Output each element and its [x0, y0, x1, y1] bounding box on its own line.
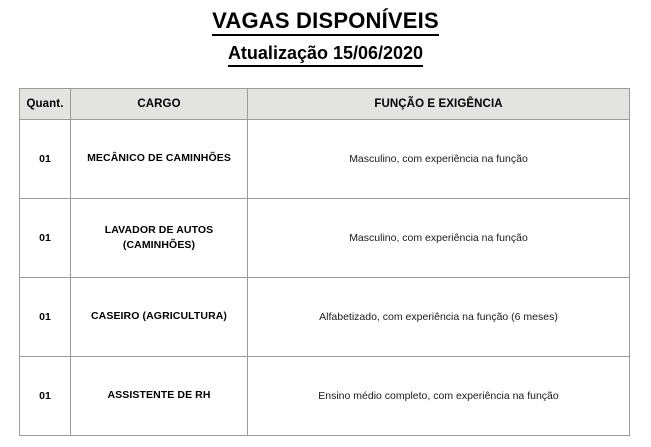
cell-cargo	[71, 278, 248, 357]
cell-cargo	[71, 199, 248, 278]
cell-funcao: Masculino, com experiência na função	[248, 120, 630, 199]
table-row	[20, 357, 630, 436]
document-heading	[0, 0, 651, 67]
cargo-line: LAVADOR DE AUTOS	[104, 223, 214, 236]
cargo-line: MECÂNICO DE CAMINHÕES	[87, 152, 231, 165]
cell-quantidade: 01	[20, 199, 71, 278]
page-subtitle-text: Atualização 15/06/2020	[228, 44, 423, 67]
vacancies-table	[19, 88, 630, 436]
cargo-line: (CAMINHÕES)	[122, 239, 196, 251]
cell-funcao: Ensino médio completo, com experiência na função	[248, 357, 630, 436]
cell-quantidade: 01	[20, 120, 71, 199]
page-subtitle	[0, 36, 651, 67]
table-header	[20, 89, 630, 120]
cell-funcao: Masculino, com experiência na função	[248, 199, 630, 278]
cell-cargo	[71, 357, 248, 436]
cell-quantidade: 01	[20, 357, 71, 436]
table-row	[20, 120, 630, 199]
column-header-funcao: FUNÇÃO E EXIGÊNCIA	[248, 89, 630, 120]
cell-cargo	[71, 120, 248, 199]
table-body	[20, 120, 630, 436]
page-title-text: VAGAS DISPONÍVEIS	[212, 9, 439, 36]
cargo-line: CASEIRO (AGRICULTURA)	[90, 310, 228, 323]
vacancies-table-container	[19, 88, 629, 436]
table-header-row	[20, 89, 630, 120]
cargo-line: ASSISTENTE DE RH	[107, 389, 211, 402]
cell-funcao: Alfabetizado, com experiência na função (6 meses)	[248, 278, 630, 357]
cell-quantidade: 01	[20, 278, 71, 357]
page-title	[0, 9, 651, 36]
column-header-cargo: CARGO	[71, 89, 248, 120]
table-row	[20, 278, 630, 357]
table-row	[20, 199, 630, 278]
column-header-quantidade: Quant.	[20, 89, 71, 120]
